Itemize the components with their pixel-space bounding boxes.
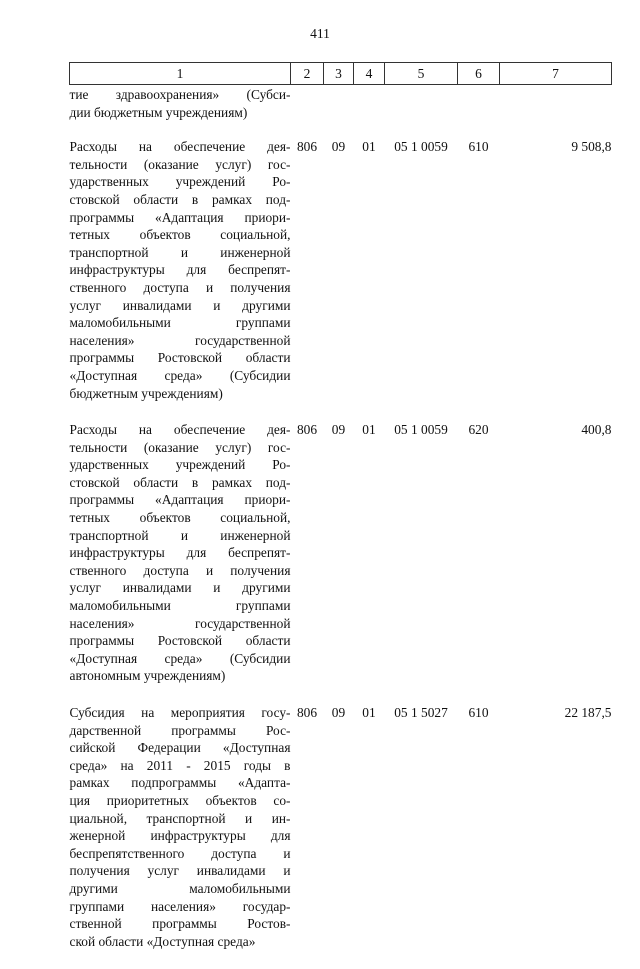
description-line: ственного доступа и получения — [69, 562, 291, 578]
column-header-7: 7 — [500, 63, 612, 85]
description-line: ударственных учреждений Ро- — [69, 457, 291, 473]
description-line: маломобильными группами — [69, 315, 291, 331]
amount: 400,8 — [581, 422, 612, 438]
description-line: маломобильными группами — [69, 598, 291, 614]
column-header-3: 3 — [324, 63, 354, 85]
row-description — [70, 85, 291, 139]
description-line: населения» государственной — [69, 615, 291, 631]
section-code: 09 — [331, 422, 346, 438]
expense-type-code: 620 — [468, 422, 489, 438]
description-line: программы «Адаптация приори- — [69, 209, 291, 225]
section-code: 09 — [331, 139, 346, 155]
amount: 22 187,5 — [564, 705, 612, 720]
description-line: стовской области в рамках под- — [69, 191, 291, 207]
description-line: тельности (оказание услуг) гос- — [69, 439, 291, 455]
expense-type-code: 610 — [468, 139, 489, 155]
description-line: Расходы на обеспечение дея- — [69, 139, 291, 155]
row-description — [70, 421, 291, 704]
subsection-code: 01 — [362, 705, 376, 720]
description-line: ция приоритетных объектов со- — [69, 792, 291, 808]
description-line: программы Ростовской области — [69, 350, 291, 366]
table-row — [70, 704, 612, 969]
table-row-continuation — [70, 85, 612, 139]
table-row — [70, 138, 612, 421]
column-header-2: 2 — [291, 63, 324, 85]
description-line: Субсидия на мероприятия госу- — [69, 705, 291, 720]
column-header-6: 6 — [458, 63, 500, 85]
ministry-code: 806 — [296, 422, 318, 438]
description-line: сийской Федерации «Доступная — [69, 740, 291, 756]
description-line: населения» государственной — [69, 332, 291, 348]
target-article-code: 05 1 0059 — [394, 422, 448, 438]
column-header-5: 5 — [385, 63, 458, 85]
row-description — [70, 138, 291, 421]
description-line: тетных объектов социальной, — [69, 227, 291, 243]
description-line: тие здравоохранения» (Субси- — [69, 87, 291, 102]
description-line: тельности (оказание услуг) гос- — [69, 156, 291, 172]
description-line: группами населения» государ- — [69, 898, 291, 914]
page-number: 411 — [310, 26, 330, 41]
description-line: ственной программы Ростов- — [69, 916, 291, 932]
description-line: Расходы на обеспечение дея- — [69, 422, 291, 438]
target-article-code: 05 1 5027 — [394, 705, 448, 720]
description-line: беспрепятственного доступа и — [69, 845, 291, 861]
description-line: стовской области в рамках под- — [69, 474, 291, 490]
description-line: программы Ростовской области — [69, 633, 291, 649]
description-line: дарственной программы Рос- — [69, 722, 291, 738]
expense-type-code: 610 — [468, 705, 489, 720]
column-header-1: 1 — [70, 63, 291, 85]
header-row — [70, 63, 612, 85]
description-line: циальной, транспортной и ин- — [69, 810, 291, 826]
description-line: среда» на 2011 - 2015 годы в — [69, 757, 291, 773]
description-line: «Доступная среда» (Субсидии — [69, 367, 291, 383]
description-line: получения услуг инвалидами и — [69, 863, 291, 879]
description-line: рамках подпрограммы «Адапта- — [69, 775, 291, 791]
ministry-code: 806 — [296, 139, 318, 155]
description-line: программы «Адаптация приори- — [69, 492, 291, 508]
description-line: женерной инфраструктуры для — [69, 828, 291, 844]
description-line: услуг инвалидами и другими — [69, 580, 291, 596]
description-line: ударственных учреждений Ро- — [69, 174, 291, 190]
description-line: тетных объектов социальной, — [69, 510, 291, 526]
description-line: другими маломобильными — [69, 880, 291, 896]
subsection-code: 01 — [362, 422, 376, 438]
description-line: автономным учреждениям) — [69, 668, 226, 684]
subsection-code: 01 — [362, 139, 376, 155]
description-line: услуг инвалидами и другими — [69, 297, 291, 313]
description-line: инфраструктуры для беспрепят- — [69, 262, 291, 278]
target-article-code: 05 1 0059 — [394, 139, 448, 155]
description-line: инфраструктуры для беспрепят- — [69, 545, 291, 561]
description-line: «Доступная среда» (Субсидии — [69, 650, 291, 666]
ministry-code: 806 — [296, 705, 318, 720]
description-line: дии бюджетным учреждениям) — [69, 104, 248, 120]
description-line: ской области «Доступная среда» — [69, 933, 256, 949]
description-line: ственного доступа и получения — [69, 279, 291, 295]
row-description — [70, 704, 291, 969]
description-line: транспортной и инженерной — [69, 527, 291, 543]
description-line: транспортной и инженерной — [69, 244, 291, 260]
section-code: 09 — [331, 705, 346, 720]
budget-table — [69, 62, 612, 969]
column-header-4: 4 — [354, 63, 385, 85]
table-row — [70, 421, 612, 704]
description-line: бюджетным учреждениям) — [69, 385, 223, 401]
amount: 9 508,8 — [571, 139, 612, 155]
